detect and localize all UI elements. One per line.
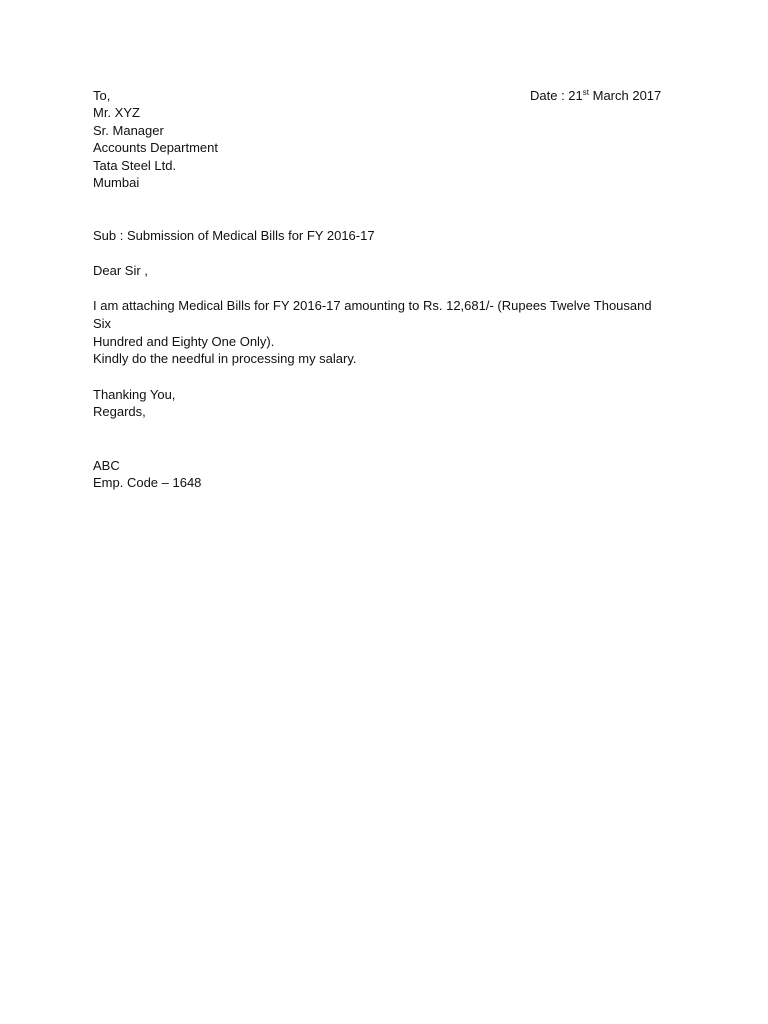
date-month-year: March 2017: [589, 88, 662, 103]
date-ordinal-suffix: st: [582, 88, 589, 97]
closing-thanks: Thanking You,: [93, 387, 176, 402]
recipient-company: Tata Steel Ltd.: [93, 158, 177, 173]
signature-name: ABC: [93, 458, 120, 473]
closing-regards: Regards,: [93, 404, 146, 419]
to-label: To,: [93, 88, 111, 103]
subject-line: Sub : Submission of Medical Bills for FY 2016-17: [93, 228, 375, 243]
signature-emp-code: Emp. Code – 1648: [93, 475, 202, 490]
recipient-title: Sr. Manager: [93, 123, 164, 138]
recipient-department: Accounts Department: [93, 140, 219, 155]
recipient-city: Mumbai: [93, 175, 140, 190]
body-paragraph-2: Kindly do the needful in processing my salary.: [93, 351, 357, 366]
recipient-name: Mr. XYZ: [93, 105, 140, 120]
letter-date: [530, 87, 661, 104]
body-paragraph-1-line-1: I am attaching Medical Bills for FY 2016-17 amounting to Rs. 12,681/- (Rupees Twelve Thousand Six: [93, 298, 652, 331]
date-prefix: Date : 21: [530, 88, 583, 103]
body-paragraph-1-line-2: Hundred and Eighty One Only).: [93, 334, 275, 349]
salutation: Dear Sir ,: [93, 263, 148, 278]
body-paragraph-1: [93, 297, 673, 351]
